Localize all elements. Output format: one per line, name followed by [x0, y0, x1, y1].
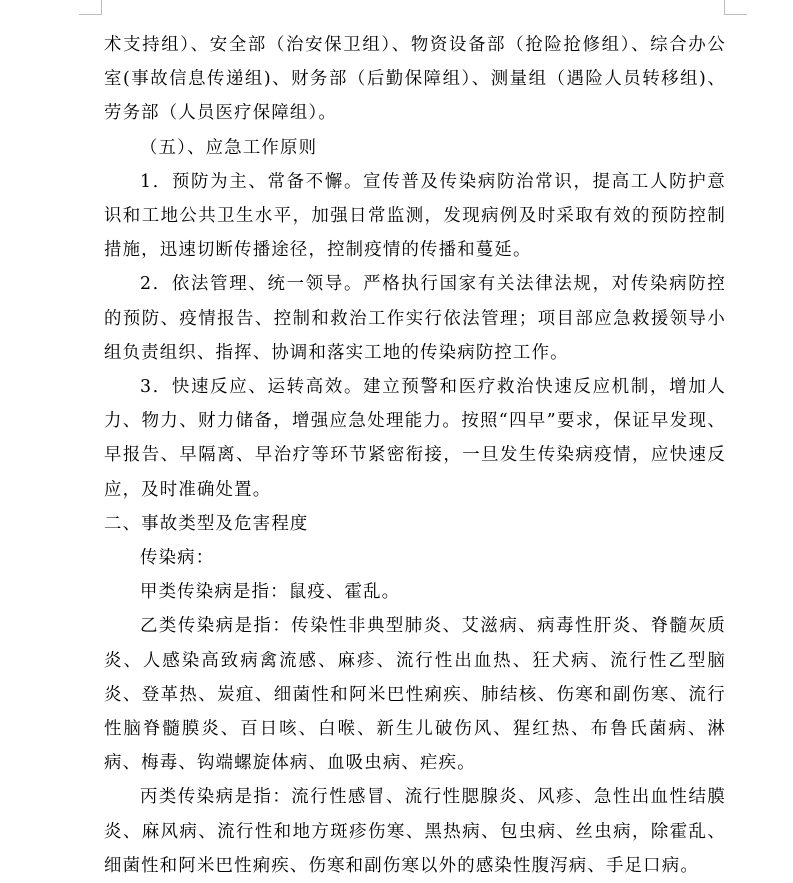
paragraph-class-b-diseases: 乙类传染病是指：传染性非典型肺炎、艾滋病、病毒性肝炎、脊髓灰质炎、人感染高致病禽流感、麻疹、流行性出血热、狂犬病、流行性乙型脑炎、登革热、炭疽、细菌性和阿米巴性痢疾、肺结核、伤寒和副伤寒、流行性脑脊髓膜炎、百日咳、白喉、新生儿破伤风、猩红热、布鲁氏菌病、淋病、梅毒、钩端螺旋体病、血吸虫病、疟疾。: [104, 616, 726, 774]
paragraph-principle-prevention: 1．预防为主、常备不懈。宣传普及传染病防治常识，提高工人防护意识和工地公共卫生水平，加强日常监测，发现病例及时采取有效的预防控制措施，迅速切断传播途径，控制疫情的传播和蔓延。: [104, 171, 726, 261]
paragraph-class-c-diseases: 丙类传染病是指：流行性感冒、流行性腮腺炎、风疹、急性出血性结膜炎、麻风病、流行性和地方斑疹伤寒、黑热病、包虫病、丝虫病，除霍乱、细菌性和阿米巴性痢疾、伤寒和副伤寒以外的感染性腹泻病、手足口病。: [104, 787, 726, 876]
paragraph-principle-lawful-management: 2．依法管理、统一领导。严格执行国家有关法律法规，对传染病防控的预防、疫情报告、控制和救治工作实行依法管理；项目部应急救援领导小组负责组织、指挥、协调和落实工地的传染病防控工作。: [104, 274, 726, 363]
document-body[interactable]: [104, 28, 726, 883]
paragraph-infectious-diseases-label: 传染病：: [140, 548, 215, 569]
top-left-crop-mark: [79, 0, 102, 15]
paragraph-responsible-departments: 术支持组）、安全部（治安保卫组）、物资设备部（抢险抢修组）、综合办公室(事故信息传递组)、财务部（后勤保障组）、测量组（遇险人员转移组)、劳务部（人员医疗保障组）。: [104, 35, 726, 124]
top-right-crop-mark: [724, 0, 747, 15]
paragraph-class-a-diseases: 甲类传染病是指：鼠疫、霍乱。: [140, 582, 401, 603]
paragraph-principle-rapid-response: 3．快速反应、运转高效。建立预警和医疗救治快速反应机制，增加人力、物力、财力储备，增强应急处理能力。按照“四早”要求，保证早发现、早报告、早隔离、早治疗等环节紧密衔接，一旦发生传染病疫情，应快速反应，及时准确处置。: [104, 377, 726, 500]
section-heading-accident-types: 二、事故类型及危害程度: [104, 513, 309, 534]
section-heading-emergency-principles: （五）、应急工作原则: [140, 137, 318, 158]
